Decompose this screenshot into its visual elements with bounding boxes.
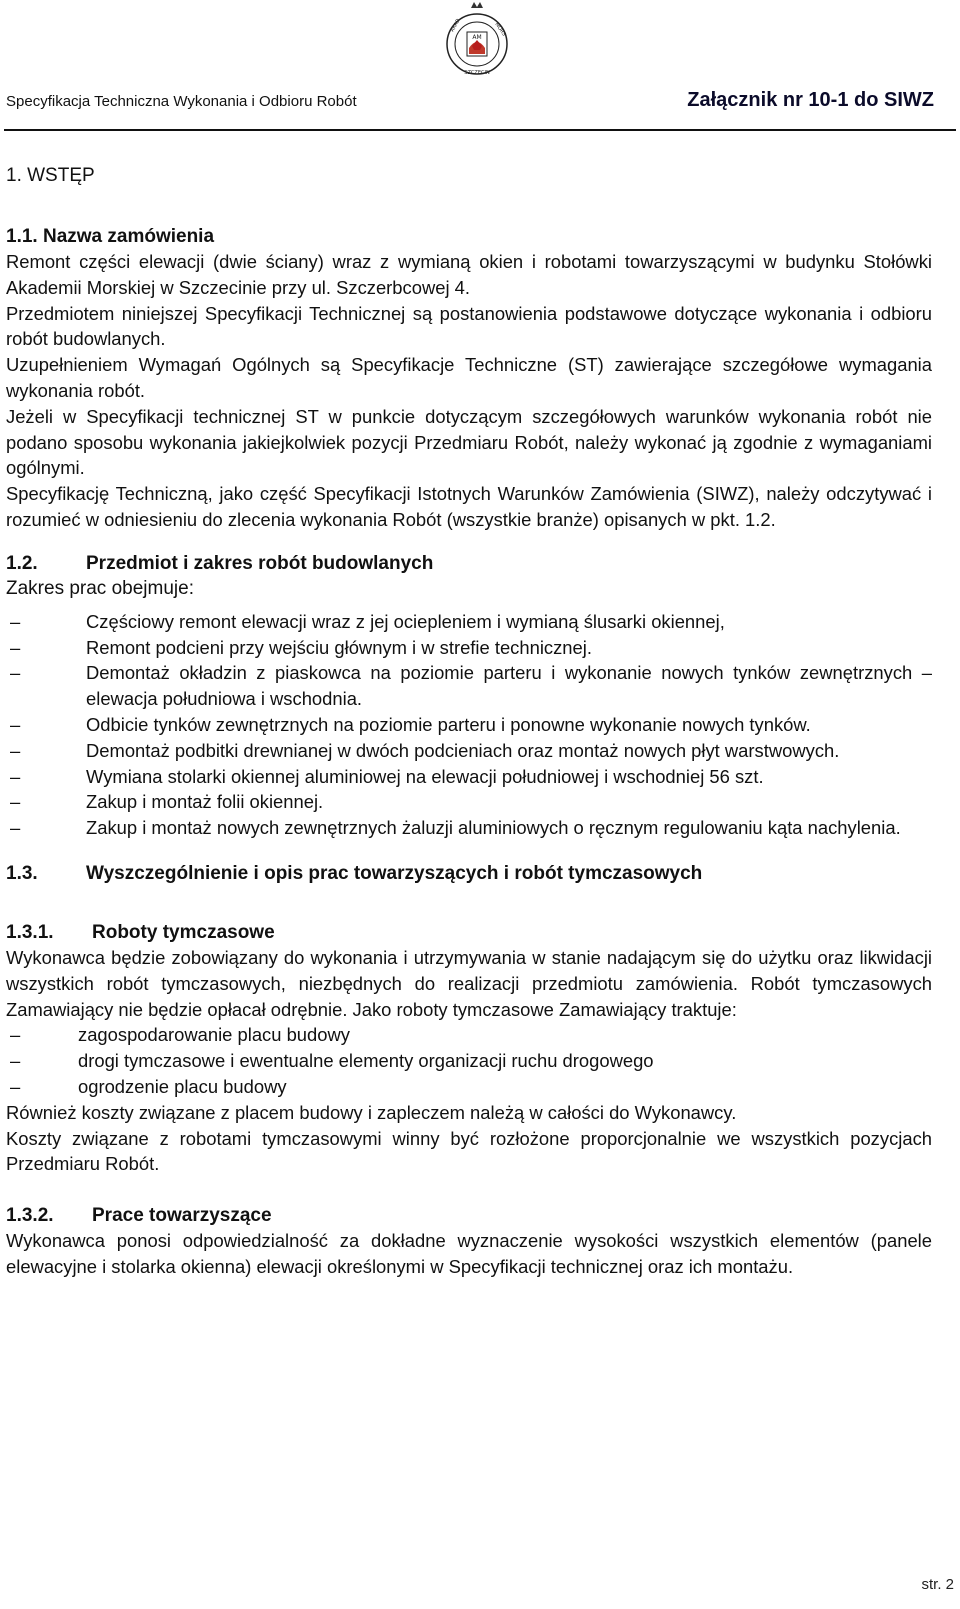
section-number: 1.3.2. xyxy=(6,1205,54,1227)
paragraph: Również koszty związane z placem budowy i zapleczem należą w całości do Wykonawcy. xyxy=(6,1101,737,1123)
section-title: Prace towarzyszące xyxy=(92,1205,272,1227)
paragraph: Koszty związane z robotami tymczasowymi winny być rozłożone proporcjonalnie we wszystkich pozycjach Przedmiaru Robót. xyxy=(6,1127,932,1175)
header-divider xyxy=(4,129,956,131)
section-number: 1.3. xyxy=(6,862,38,884)
section-heading-1: 1. WSTĘP xyxy=(6,165,95,186)
list-item: – ogrodzenie placu budowy xyxy=(6,1074,932,1100)
university-seal-logo xyxy=(445,2,509,86)
list-item: – drogi tymczasowe i ewentualne elementy organizacji ruchu drogowego xyxy=(6,1048,932,1074)
list-item: – Demontaż okładzin z piaskowca na poziomie parteru i wykonanie nowych tynków zewnętrznych – elewacja południowa i wschodnia. xyxy=(6,660,932,712)
section-heading-1-3-1 xyxy=(6,920,932,945)
svg-text:MORS: MORS xyxy=(493,21,507,38)
svg-text:AM: AM xyxy=(472,34,482,41)
section-heading-1-3-2 xyxy=(6,1203,932,1228)
temporary-works-list xyxy=(6,1022,932,1099)
list-item: – Remont podcieni przy wejściu głównym i w strefie technicznej. xyxy=(6,635,932,661)
paragraph: Wykonawca ponosi odpowiedzialność za dokładne wyznaczenie wysokości wszystkich elementów (panele elewacyjne i stolarka okienna) elewacji określonymi w Specyfikacji technicznej oraz ich montażu. xyxy=(6,1230,932,1277)
list-item: – Zakup i montaż nowych zewnętrznych żaluzji aluminiowych o ręcznym regulowaniu kąta nachylenia. xyxy=(6,815,932,841)
header-document-title: Specyfikacja Techniczna Wykonania i Odbioru Robót xyxy=(6,93,357,110)
scope-list xyxy=(6,609,932,841)
list-item: – zagospodarowanie placu budowy xyxy=(6,1022,932,1048)
paragraph: Przedmiotem niniejszej Specyfikacji Technicznej są postanowienia podstawowe dotyczące wykonania i odbioru robót budowlanych. xyxy=(6,302,932,350)
section-title: Roboty tymczasowe xyxy=(92,921,275,943)
svg-text:SZCZECIN: SZCZECIN xyxy=(464,70,490,76)
header-attachment-label: Załącznik nr 10-1 do SIWZ xyxy=(687,89,934,111)
document-body xyxy=(6,163,932,1280)
section-number: 1.2. xyxy=(6,552,38,574)
section-title: Wyszczególnienie i opis prac towarzyszących i robót tymczasowych xyxy=(86,862,703,884)
svg-text:AKAD: AKAD xyxy=(449,17,462,33)
scope-subheading: Zakres prac obejmuje: xyxy=(6,577,194,599)
list-item: – Odbicie tynków zewnętrznych na poziomie parteru i ponowne wykonanie nowych tynków. xyxy=(6,712,932,738)
section-heading-1-3 xyxy=(6,861,932,886)
page-number: str. 2 xyxy=(921,1576,954,1593)
paragraph: Uzupełnieniem Wymagań Ogólnych są Specyfikacje Techniczne (ST) zawierające szczegółowe wymagania wykonania robót. xyxy=(6,354,932,401)
section-heading-1-2 xyxy=(6,551,932,576)
paragraph: Jeżeli w Specyfikacji technicznej ST w punkcie dotyczącym szczegółowych warunków wykonania robót nie podano sposobu wykonania jakiejkolwiek pozycji Przedmiaru Robót, należy wykonać ją zgodnie z wymaganiami ogólnymi. xyxy=(6,405,932,479)
list-item: – Wymiana stolarki okiennej aluminiowej na elewacji południowej i wschodniej 56 szt. xyxy=(6,764,932,790)
list-item: – Częściowy remont elewacji wraz z jej ociepleniem i wymianą ślusarki okiennej, xyxy=(6,609,932,635)
section-number: 1.3.1. xyxy=(6,921,54,943)
section-title: Przedmiot i zakres robót budowlanych xyxy=(86,552,434,574)
paragraph: Wykonawca będzie zobowiązany do wykonania i utrzymywania w stanie nadającym się do użytku oraz likwidacji wszystkich robót tymczasowych, niezbędnych do realizacji przedmiotu zamówienia. Robót tymczasowych Zamawiający nie będzie opłacał odrębnie. Jako roboty tymczasowe Zamawiający traktuje: xyxy=(6,946,932,1020)
list-item: – Zakup i montaż folii okiennej. xyxy=(6,789,932,815)
paragraph: Remont części elewacji (dwie ściany) wraz z wymianą okien i robotami towarzyszącymi w budynku Stołówki Akademii Morskiej w Szczecinie przy ul. Szczerbcowej 4. xyxy=(6,251,932,298)
paragraph: Specyfikację Techniczną, jako część Specyfikacji Istotnych Warunków Zamówienia (SIWZ), należy odczytywać i rozumieć w odniesieniu do zlecenia wykonania Robót (wszystkie branże) opisanych w pkt. 1.2. xyxy=(6,483,932,530)
list-item: – Demontaż podbitki drewnianej w dwóch podcieniach oraz montaż nowych płyt warstwowych. xyxy=(6,738,932,764)
section-heading-1-1: 1.1. Nazwa zamówienia xyxy=(6,226,215,247)
